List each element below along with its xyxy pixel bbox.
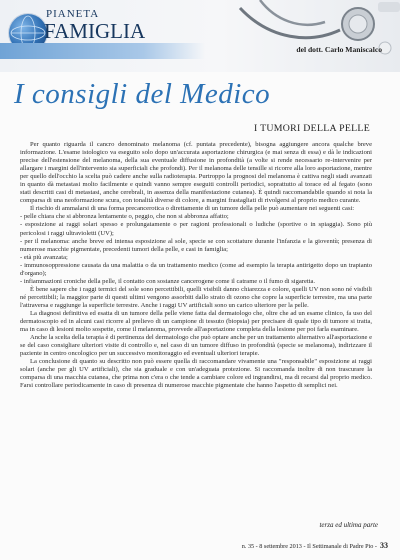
paragraph: È bene sapere che i raggi termici del sole sono percettibili, quelli visibili danno chiarezza e colore, quelli UV non sono né visibili né percettibili; la maggior parte di questi ultimi vengono assorbiti dallo strato di ozono che copre la superficie terrestre, ma una parte l'attraversa e raggiunge la superficie terrestre. Anche i raggi UV artificiali sono un carico ulteriore per la pelle.: [20, 285, 372, 309]
list-item: - esposizione ai raggi solari spesso e prolungatamente o per ragioni professionali o ludiche (sportive o in spiaggia). Sono più pericolosi i raggi ultravioletti (UV);: [20, 221, 372, 237]
issue-info: n. 35 - 8 settembre 2013 - Il Settimanale di Padre Pio -: [241, 543, 377, 550]
page-footer: [242, 541, 388, 550]
brand-top: PIANETA: [46, 8, 100, 20]
paragraph: Il rischio di ammalarsi di una forma precancerotica o direttamente di un tumore della pelle può aumentare nei seguenti casi:: [30, 205, 355, 213]
article-body: [20, 141, 372, 390]
paragraph: Per quanto riguarda il cancro denominato melanoma (cf. puntata precedente), bisogna aggiungere ancora qualche breve informazione. L'esame istologico va eseguito solo dopo un'accurata asportazione chirurgica (e mai senza di essa) e dà le indicazioni precise dell'estensione del melanoma, della sua eventuale diffusione in profondità (a volte si rende necessario re-intervenire per allargare i margini dell'intervento sia superficiali che profondi). Per il melanoma delle tensille si ricorre alla loro asportazione, mentre per quello dell'occhio la scelta può cadere anche sulla radioterapia. Purtroppo la prognosi del melanoma è cattiva negli stadi avanzati in quanto dà metastasi molto facilmente e quindi vanno sempre eseguiti controlli periodici, soprattutto al torace ed al fegato (sono stati descritti casi di metastasi, anche cerebrali, in assenza della manifestazione cutanea). È quindi raccomandabile quando si nota la comparsa di una neoformazione scura, con tonalità diverse di colore, a margini frastagliati di rivolgersi al proprio medico curante.: [20, 141, 372, 205]
page-number: 33: [380, 541, 388, 550]
author-byline: del dott. Carlo Maniscalco: [296, 45, 382, 54]
list-item: - pelle chiara che si abbronza lentamente o, peggio, che non si abbronza affatto;: [20, 213, 229, 221]
list-item: - immunosoppressione causata da una malattia o da un trattamento medico (come ad esempio la terapia antirigetto dopo un trapianto d'organo);: [20, 261, 372, 277]
brand-band: [0, 43, 205, 59]
paragraph: Anche la scelta della terapia è di pertinenza del dermatologo che può optare anche per un trattamento alternativo all'asportazione e se del caso consigliare ulteriori visite di controllo e, nel caso di un tumore diffuso in profondità (specie se melanoma), indirizzare il paziente in centro oncologico per un successivo monitoraggio ed eventuali ulteriori terapie.: [20, 334, 372, 358]
list-item: - per il melanoma: anche breve ed intensa esposizione al sole, specie se con scottature durante l'infanzia e la gioventù; presenza di numerose macchie pigmentate, precedenti tumori della pelle, e casi in famiglia;: [20, 237, 372, 253]
list-item: - infiammazioni croniche della pelle, il contatto con sostanze cancerogene come il catrame o il fumo di sigaretta.: [20, 277, 316, 285]
paragraph: La diagnosi definitiva ed esatta di un tumore della pelle viene fatta dal dermatologo che, oltre che ad un esame clinico, fa uso del dermatoscopio ed in alcuni casi ricorre al prelievo di un campione di tessuto (biopsia) per precisare di quale tipo di tumore si tratta, ma in caso di lesioni molto sospette, come il melanoma, provvede all'asportazione completa della lesione per poi farla esaminare.: [20, 309, 372, 334]
series-note: terza ed ultima parte: [319, 521, 378, 529]
list-item: - età più avanzata;: [20, 253, 68, 261]
paragraph: La conclusione di quanto su descritto non può essere quella di raccomandare vivamente una "responsabile" esposizione ai raggi solari (anche per gli UV artificiali), che sia graduale e con un'adeguata protezione. Si raccomanda inoltre di non trascurare la comparsa di una macchia cutanea, che prima non c'era o che tende a cambiare colore ed ingrandirsi, ma di recarsi dal proprio medico. Farsi controllare periodicamente in caso di presenza di numerose macchie pigmentate che hanno l'aspetto di semplici nei.: [20, 358, 372, 390]
brand-title: FAMIGLIA: [44, 19, 146, 43]
article-title: I consigli del Medico: [14, 78, 271, 110]
article-subtitle: I TUMORI DELLA PELLE: [253, 123, 370, 134]
